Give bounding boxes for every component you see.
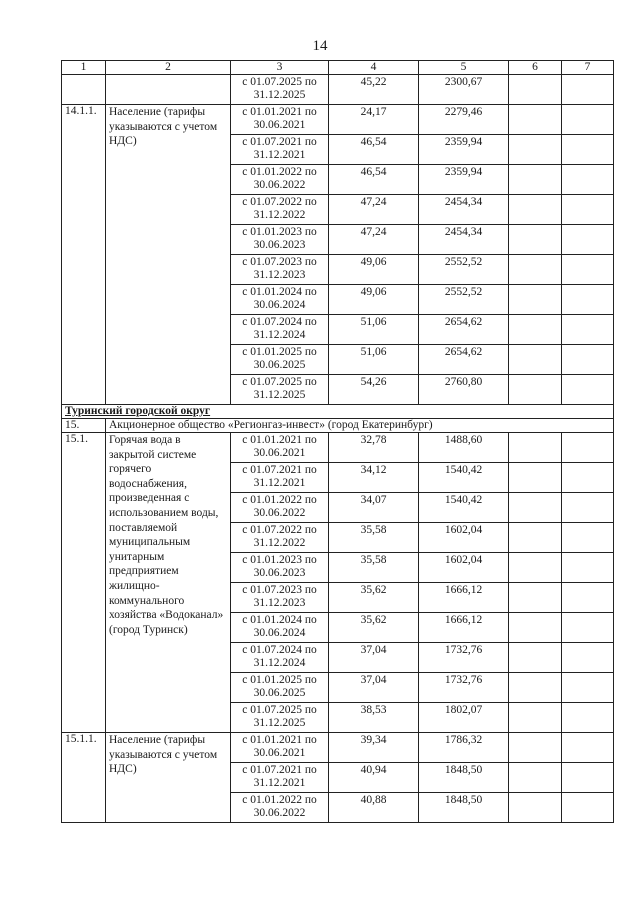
column-numbers-row [62, 61, 614, 75]
empty-cell-col6 [509, 285, 562, 315]
period-cell: с 01.07.2023 по 31.12.2023 [231, 583, 329, 613]
value-col4: 40,88 [360, 794, 387, 806]
empty-cell-col6 [509, 553, 562, 583]
empty-cell-col7 [562, 703, 614, 733]
value-cell-col5 [419, 135, 509, 165]
empty-cell-col6 [509, 613, 562, 643]
period-cell: с 01.07.2025 по 31.12.2025 [231, 75, 329, 105]
value-col4: 32,78 [360, 434, 387, 446]
empty-cell-col7 [562, 613, 614, 643]
empty-cell-col7 [562, 345, 614, 375]
value-col4: 34,07 [360, 494, 387, 506]
value-cell-col5 [419, 553, 509, 583]
value-col5: 2552,52 [444, 286, 483, 298]
empty-cell-col6 [509, 643, 562, 673]
empty-cell-col7 [562, 463, 614, 493]
period-cell: с 01.07.2025 по 31.12.2025 [231, 375, 329, 405]
value-cell-col5 [419, 285, 509, 315]
value-cell-col4 [329, 613, 419, 643]
section-row [62, 405, 614, 419]
value-col5: 1602,04 [444, 524, 483, 536]
value-cell-col4 [329, 553, 419, 583]
value-col5: 1540,42 [444, 494, 483, 506]
value-col5: 2654,62 [444, 346, 483, 358]
empty-cell-col7 [562, 375, 614, 405]
empty-cell-col6 [509, 345, 562, 375]
organization-row [62, 419, 614, 433]
value-cell-col4 [329, 703, 419, 733]
value-cell-col4 [329, 345, 419, 375]
value-cell-col4 [329, 523, 419, 553]
period-cell: с 01.01.2021 по 30.06.2021 [231, 105, 329, 135]
empty-cell-col7 [562, 195, 614, 225]
column-header: 4 [329, 61, 419, 75]
value-col4: 34,12 [360, 464, 387, 476]
value-col4: 54,26 [360, 376, 387, 388]
period-cell: с 01.01.2024 по 30.06.2024 [231, 285, 329, 315]
value-cell-col5 [419, 315, 509, 345]
value-cell-col5 [419, 613, 509, 643]
period-cell: с 01.01.2021 по 30.06.2021 [231, 433, 329, 463]
empty-cell-col7 [562, 523, 614, 553]
empty-cell-col2 [106, 75, 231, 105]
table-row [62, 105, 614, 135]
value-cell-col5 [419, 165, 509, 195]
value-cell-col5 [419, 463, 509, 493]
value-cell-col5 [419, 763, 509, 793]
value-cell-col4 [329, 763, 419, 793]
value-cell-col4 [329, 315, 419, 345]
period-cell: с 01.01.2021 по 30.06.2021 [231, 733, 329, 763]
tariff-table [61, 60, 614, 823]
value-cell-col4 [329, 165, 419, 195]
empty-cell-col1 [62, 75, 106, 105]
empty-cell-col6 [509, 195, 562, 225]
value-cell-col5 [419, 673, 509, 703]
period-cell: с 01.01.2023 по 30.06.2023 [231, 553, 329, 583]
empty-cell-col6 [509, 225, 562, 255]
value-col4: 40,94 [360, 764, 387, 776]
organization-name: Акционерное общество «Регионгаз-инвест» (город Екатеринбург) [106, 419, 614, 433]
empty-cell-col6 [509, 763, 562, 793]
value-col5: 2760,80 [444, 376, 483, 388]
period-cell: с 01.07.2025 по 31.12.2025 [231, 703, 329, 733]
column-header: 6 [509, 61, 562, 75]
value-cell-col4 [329, 225, 419, 255]
value-col4: 39,34 [360, 734, 387, 746]
value-col4: 47,24 [360, 196, 387, 208]
value-col5: 2279,46 [444, 106, 483, 118]
empty-cell-col7 [562, 135, 614, 165]
period-cell: с 01.01.2022 по 30.06.2022 [231, 793, 329, 823]
value-col5: 2654,62 [444, 316, 483, 328]
empty-cell-col6 [509, 703, 562, 733]
organization-number: 15. [62, 419, 106, 433]
value-col4: 45,22 [360, 76, 387, 88]
period-cell: с 01.07.2022 по 31.12.2022 [231, 523, 329, 553]
empty-cell-col6 [509, 733, 562, 763]
value-cell-col4 [329, 75, 419, 105]
period-cell: с 01.07.2022 по 31.12.2022 [231, 195, 329, 225]
value-col4: 35,58 [360, 524, 387, 536]
empty-cell-col7 [562, 583, 614, 613]
value-col4: 37,04 [360, 644, 387, 656]
empty-cell-col6 [509, 583, 562, 613]
value-col4: 35,62 [360, 614, 387, 626]
section-title: Туринский городской округ [62, 405, 614, 419]
value-cell-col4 [329, 285, 419, 315]
value-cell-col4 [329, 643, 419, 673]
period-cell: с 01.07.2021 по 31.12.2021 [231, 763, 329, 793]
value-col4: 49,06 [360, 256, 387, 268]
value-col5: 2359,94 [444, 136, 483, 148]
period-cell: с 01.07.2021 по 31.12.2021 [231, 463, 329, 493]
value-cell-col4 [329, 673, 419, 703]
empty-cell-col7 [562, 553, 614, 583]
table-row [62, 75, 614, 105]
period-cell: с 01.01.2024 по 30.06.2024 [231, 613, 329, 643]
value-cell-col4 [329, 793, 419, 823]
value-cell-col4 [329, 375, 419, 405]
value-cell-col4 [329, 135, 419, 165]
value-col4: 35,58 [360, 554, 387, 566]
value-col5: 1666,12 [444, 584, 483, 596]
period-cell: с 01.07.2024 по 31.12.2024 [231, 315, 329, 345]
column-header: 5 [419, 61, 509, 75]
value-cell-col5 [419, 703, 509, 733]
value-cell-col5 [419, 643, 509, 673]
value-col5: 1540,42 [444, 464, 483, 476]
empty-cell-col7 [562, 433, 614, 463]
empty-cell-col6 [509, 105, 562, 135]
value-col5: 2454,34 [444, 196, 483, 208]
value-col4: 46,54 [360, 166, 387, 178]
value-cell-col4 [329, 433, 419, 463]
empty-cell-col7 [562, 225, 614, 255]
item-description: Население (тарифы указываются с учетом НДС) [106, 105, 231, 405]
empty-cell-col6 [509, 165, 562, 195]
value-col5: 1602,04 [444, 554, 483, 566]
period-cell: с 01.01.2025 по 30.06.2025 [231, 345, 329, 375]
empty-cell-col6 [509, 493, 562, 523]
item-number: 15.1. [62, 433, 106, 733]
empty-cell-col7 [562, 673, 614, 703]
value-col4: 51,06 [360, 316, 387, 328]
value-cell-col5 [419, 225, 509, 255]
value-col5: 1786,32 [444, 734, 483, 746]
column-header: 1 [62, 61, 106, 75]
tariff-table-body [62, 61, 614, 823]
value-col5: 2359,94 [444, 166, 483, 178]
value-col5: 1848,50 [444, 794, 483, 806]
value-cell-col5 [419, 75, 509, 105]
value-cell-col5 [419, 105, 509, 135]
period-cell: с 01.01.2022 по 30.06.2022 [231, 493, 329, 523]
value-col4: 37,04 [360, 674, 387, 686]
value-cell-col4 [329, 583, 419, 613]
empty-cell-col6 [509, 135, 562, 165]
page-number: 14 [312, 38, 328, 54]
period-cell: с 01.01.2022 по 30.06.2022 [231, 165, 329, 195]
empty-cell-col6 [509, 433, 562, 463]
value-col4: 46,54 [360, 136, 387, 148]
value-cell-col4 [329, 463, 419, 493]
empty-cell-col7 [562, 493, 614, 523]
value-col4: 47,24 [360, 226, 387, 238]
empty-cell-col6 [509, 793, 562, 823]
value-col4: 38,53 [360, 704, 387, 716]
value-col5: 2552,52 [444, 256, 483, 268]
empty-cell-col7 [562, 285, 614, 315]
value-col5: 1802,07 [444, 704, 483, 716]
value-col4: 49,06 [360, 286, 387, 298]
table-row [62, 433, 614, 463]
value-cell-col5 [419, 733, 509, 763]
column-header: 3 [231, 61, 329, 75]
item-description: Горячая вода в закрытой системе горячего водоснабжения, произведенная с использованием воды, поставляемой муниципальным унитарным предприятием жилищно-коммунального хозяйства «Водоканал» (город Туринск) [106, 433, 231, 733]
value-cell-col5 [419, 583, 509, 613]
empty-cell-col6 [509, 255, 562, 285]
value-col5: 1666,12 [444, 614, 483, 626]
value-cell-col5 [419, 493, 509, 523]
value-cell-col4 [329, 733, 419, 763]
value-col5: 2300,67 [444, 76, 483, 88]
value-col5: 2454,34 [444, 226, 483, 238]
value-cell-col5 [419, 255, 509, 285]
empty-cell-col7 [562, 643, 614, 673]
value-col5: 1848,50 [444, 764, 483, 776]
item-number: 15.1.1. [62, 733, 106, 823]
value-cell-col5 [419, 375, 509, 405]
value-col4: 51,06 [360, 346, 387, 358]
value-cell-col5 [419, 793, 509, 823]
value-col5: 1732,76 [444, 644, 483, 656]
empty-cell-col6 [509, 673, 562, 703]
empty-cell-col7 [562, 105, 614, 135]
empty-cell-col7 [562, 793, 614, 823]
column-header: 7 [562, 61, 614, 75]
empty-cell-col6 [509, 375, 562, 405]
value-cell-col4 [329, 105, 419, 135]
empty-cell-col6 [509, 523, 562, 553]
empty-cell-col6 [509, 315, 562, 345]
empty-cell-col6 [509, 75, 562, 105]
item-description: Население (тарифы указываются с учетом НДС) [106, 733, 231, 823]
value-col5: 1732,76 [444, 674, 483, 686]
empty-cell-col7 [562, 255, 614, 285]
period-cell: с 01.07.2024 по 31.12.2024 [231, 643, 329, 673]
empty-cell-col7 [562, 165, 614, 195]
item-number: 14.1.1. [62, 105, 106, 405]
empty-cell-col6 [509, 463, 562, 493]
value-cell-col5 [419, 523, 509, 553]
value-cell-col5 [419, 433, 509, 463]
value-cell-col5 [419, 195, 509, 225]
value-cell-col4 [329, 493, 419, 523]
period-cell: с 01.01.2023 по 30.06.2023 [231, 225, 329, 255]
column-header: 2 [106, 61, 231, 75]
value-cell-col4 [329, 255, 419, 285]
period-cell: с 01.07.2021 по 31.12.2021 [231, 135, 329, 165]
table-row [62, 733, 614, 763]
value-col5: 1488,60 [444, 434, 483, 446]
empty-cell-col7 [562, 763, 614, 793]
value-col4: 35,62 [360, 584, 387, 596]
value-cell-col4 [329, 195, 419, 225]
empty-cell-col7 [562, 315, 614, 345]
value-cell-col5 [419, 345, 509, 375]
period-cell: с 01.07.2023 по 31.12.2023 [231, 255, 329, 285]
empty-cell-col7 [562, 733, 614, 763]
value-col4: 24,17 [360, 106, 387, 118]
period-cell: с 01.01.2025 по 30.06.2025 [231, 673, 329, 703]
empty-cell-col7 [562, 75, 614, 105]
